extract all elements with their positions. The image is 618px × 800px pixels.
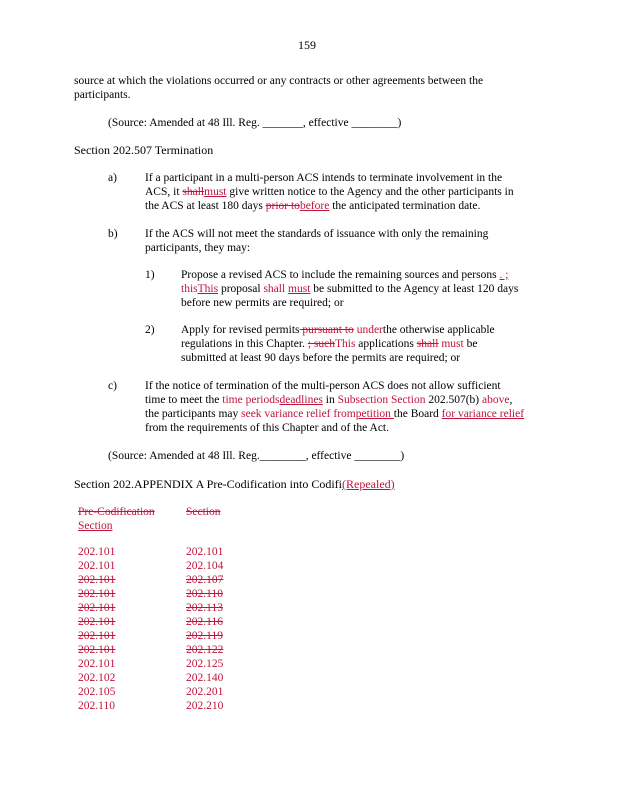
deleted-text: ; such — [307, 338, 335, 350]
para-a-line-2: ACS, it shallmust give written notice to the Agency and the other participants in — [145, 186, 514, 198]
page-number: 159 — [298, 38, 316, 52]
para-b-line-2: participants, they may: — [145, 242, 251, 254]
table-row: 202.125 — [186, 658, 224, 670]
item-2-line-2: regulations in this Chapter. ; suchThis applications shall must be — [181, 338, 478, 350]
table-row: 202.101 — [78, 588, 116, 600]
inserted-text: This — [197, 283, 219, 295]
para-b-label: b) — [108, 228, 118, 240]
deleted-text: shall — [182, 186, 205, 198]
table-header-right: Section — [186, 506, 221, 518]
item-1-line-3: before new permits are required; or — [181, 297, 344, 309]
table-row: 202.140 — [186, 672, 224, 684]
para-a-line-3: the ACS at least 180 days prior tobefore the anticipated termination date. — [145, 200, 481, 212]
source-note-2: (Source: Amended at 48 Ill. Reg.________, effective ________) — [108, 450, 405, 462]
table-row: 202.102 — [78, 672, 116, 684]
table-row: 202.101 — [78, 574, 116, 586]
inserted-text: deadlines — [279, 394, 323, 406]
para-a-label: a) — [108, 172, 117, 184]
para-c-line-3: the participants may seek variance relief frompetition the Board for variance relief — [145, 408, 525, 420]
table-row: 202.107 — [186, 574, 224, 586]
para-a-line-1: If a participant in a multi-person ACS intends to terminate involvement in the — [145, 172, 503, 184]
para-c-line-2: time to meet the time periodsdeadlines in Subsection Section 202.507(b) above, — [145, 394, 513, 406]
table-header-left: Pre-Codification Section — [78, 506, 155, 532]
table-row: 202.101 — [186, 546, 224, 558]
table-row: 202.116 — [186, 616, 223, 628]
table-row: 202.210 — [186, 700, 224, 712]
deleted-text: prior to — [265, 200, 300, 212]
inserted-text: under — [353, 324, 383, 336]
inserted-text: This — [334, 338, 356, 350]
table-row: 202.101 — [78, 602, 116, 614]
table-row: 202.101 — [78, 644, 116, 656]
item-1-label: 1) — [145, 269, 155, 281]
table-right-column — [186, 545, 223, 713]
table-row: 202.119 — [186, 630, 223, 642]
item-1-line-2: thisThis proposal shall must be submitted to the Agency at least 120 days — [181, 283, 519, 295]
intro-line-2: participants. — [74, 89, 131, 101]
item-2-label: 2) — [145, 324, 155, 336]
table-row: 202.101 — [78, 546, 116, 558]
deleted-text: shall — [416, 338, 439, 350]
item-1-line-1: Propose a revised ACS to include the remaining sources and persons . ; — [181, 269, 509, 281]
table-row: 202.110 — [186, 588, 223, 600]
item-2-line-3: submitted at least 90 days before the permits are required; or — [181, 352, 461, 364]
table-left-column — [78, 545, 115, 713]
inserted-text: before — [299, 200, 330, 212]
table-row: 202.113 — [186, 602, 223, 614]
table-row: 202.101 — [78, 616, 116, 628]
deleted-text: this — [181, 283, 198, 295]
intro-line-1: source at which the violations occurred or any contracts or other agreements between the — [74, 75, 484, 87]
source-note-1: (Source: Amended at 48 Ill. Reg. _______, effective ________) — [108, 117, 402, 129]
table-row: 202.101 — [78, 560, 116, 572]
table-row: 202.101 — [78, 630, 116, 642]
para-b-line-1: If the ACS will not meet the standards of issuance with only the remaining — [145, 228, 489, 240]
para-c-label: c) — [108, 380, 117, 392]
para-c-line-4: from the requirements of this Chapter and of the Act. — [145, 422, 389, 434]
deleted-text: pursuant to — [299, 324, 354, 336]
table-row: 202.105 — [78, 686, 116, 698]
item-2-line-1: Apply for revised permits pursuant to underthe otherwise applicable — [181, 324, 495, 336]
table-row: 202.122 — [186, 644, 224, 656]
section-507-heading: Section 202.507 Termination — [74, 143, 214, 157]
appendix-heading: Section 202.APPENDIX A Pre-Codification into Codifi(Repealed) — [74, 477, 395, 491]
table-row: 202.101 — [78, 658, 116, 670]
inserted-text: petition — [355, 408, 394, 420]
table-row: 202.104 — [186, 560, 224, 572]
repealed-text: (Repealed) — [342, 477, 395, 491]
inserted-text: must — [288, 283, 311, 295]
inserted-text: must — [204, 186, 227, 198]
table-row: 202.110 — [78, 700, 115, 712]
inserted-text: for variance relief — [441, 408, 525, 420]
inserted-text: . ; — [499, 269, 509, 281]
para-c-line-1: If the notice of termination of the multi-person ACS does not allow sufficient — [145, 380, 501, 392]
table-row: 202.201 — [186, 686, 224, 698]
inserted-text: must — [438, 338, 464, 350]
